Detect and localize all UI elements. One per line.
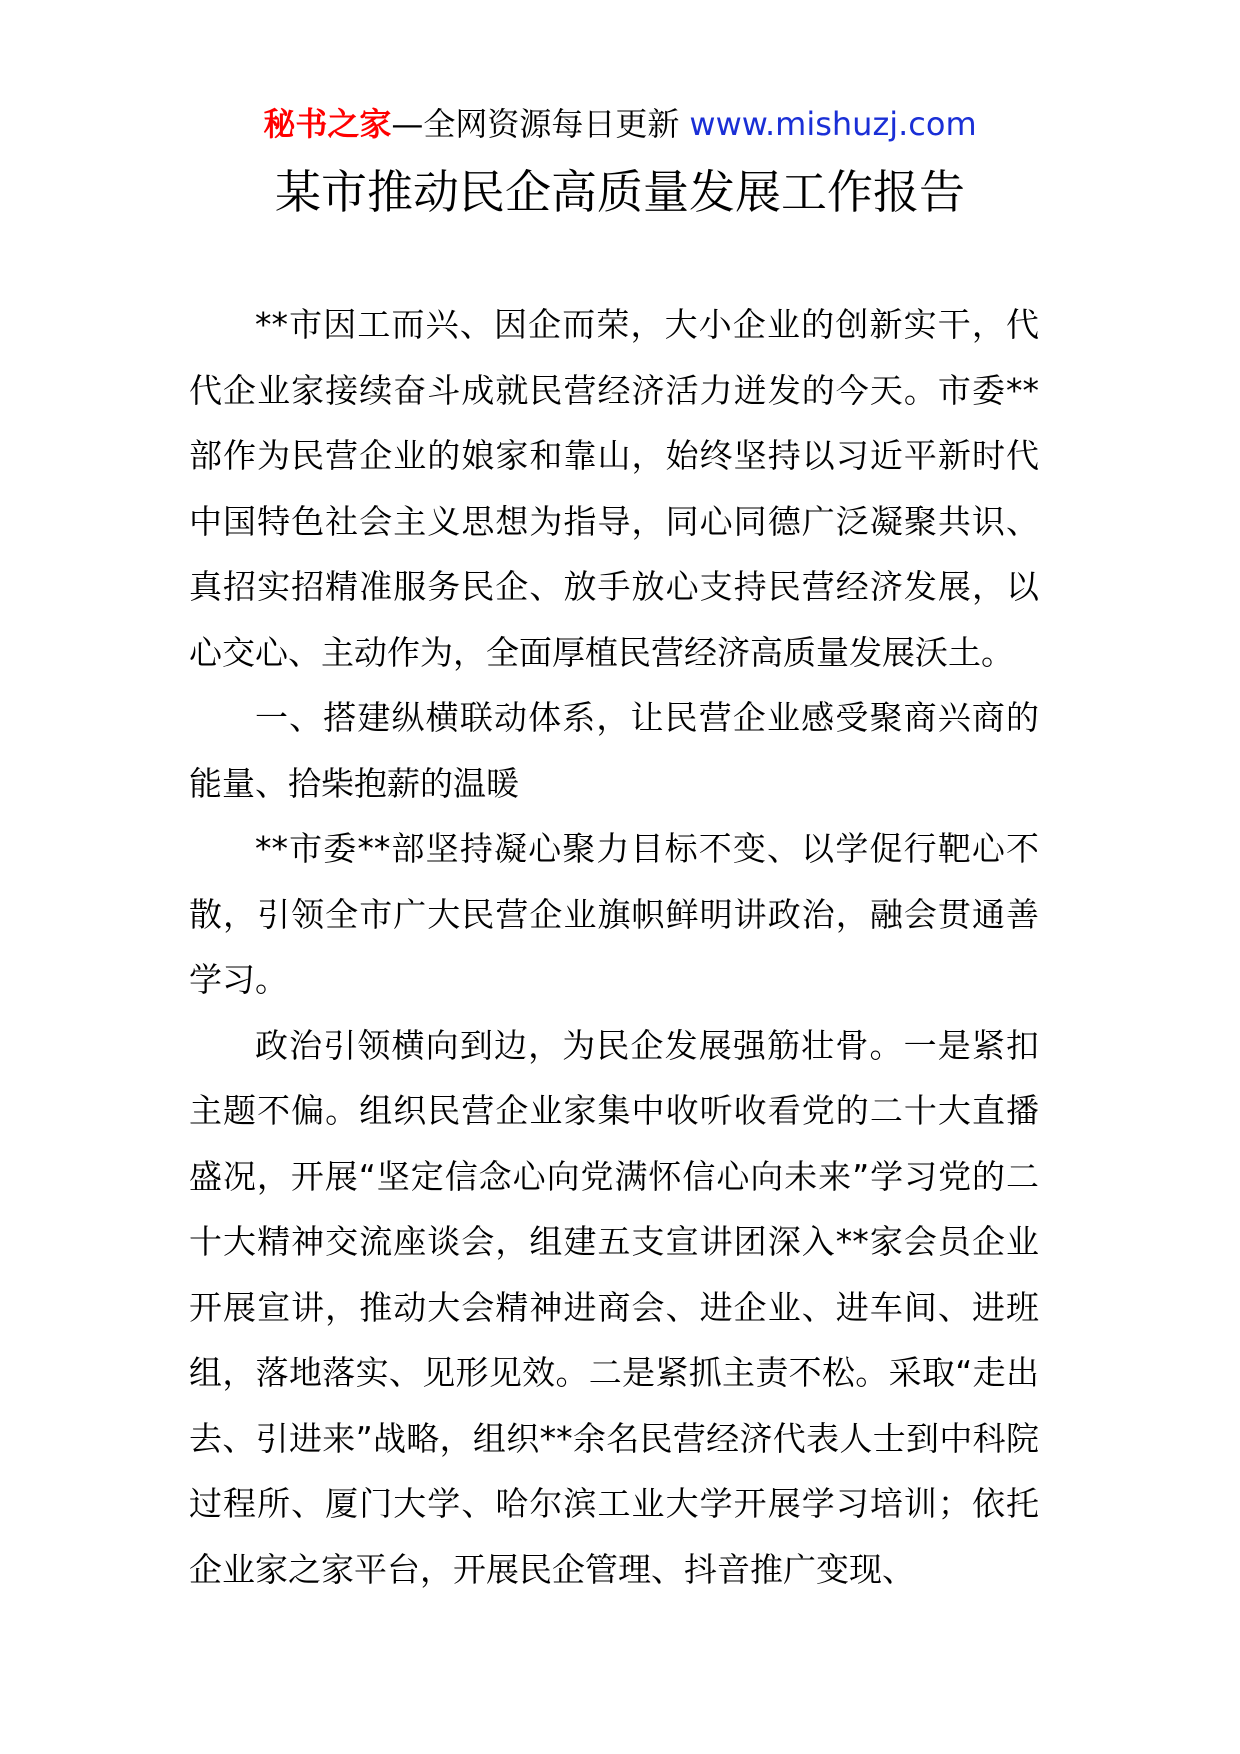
brand-name: 秘书之家 [263, 105, 392, 143]
paragraph-political-guidance: 政治引领横向到边，为民企发展强筋壮骨。一是紧扣主题不偏。组织民营企业家集中收听收看党的二十大直播盛况，开展“坚定信念心向党满怀信心向未来”学习党的二十大精神交流座谈会，组建五支宣讲团深入**家会员企业开展宣讲，推动大会精神进商会、进企业、进车间、进班组，落地落实、见形见效。二是紧抓主责不松。采取“走出去、引进来”战略，组织**余名民营经济代表人士到中科院过程所、厦门大学、哈尔滨工业大学开展学习培训；依托企业家之家平台，开展民企管理、抖音推广变现、 [189, 1025, 1039, 1589]
paragraph-intro: **市因工而兴、因企而荣，大小企业的创新实干，代代企业家接续奋斗成就民营经济活力迸发的今天。市委**部作为民营企业的娘家和靠山，始终坚持以习近平新时代中国特色社会主义思想为指导，同心同德广泛凝聚共识、真招实招精准服务民企、放手放心支持民营经济发展，以心交心、主动作为，全面厚植民营经济高质量发展沃土。 [189, 305, 1039, 672]
document-body [189, 292, 1039, 1602]
section-heading-1: 一、搭建纵横联动体系，让民营企业感受聚商兴商的能量、拾柴抱薪的温暖 [189, 698, 1039, 803]
document-title: 某市推动民企高质量发展工作报告 [275, 165, 965, 219]
paragraph-section-1-summary: **市委**部坚持凝心聚力目标不变、以学促行靶心不散，引领全市广大民营企业旗帜鲜明讲政治，融会贯通善学习。 [189, 829, 1039, 999]
site-url-link[interactable]: www.mishuzj.com [689, 105, 977, 143]
site-header [0, 102, 1240, 146]
header-tagline: —全网资源每日更新 [391, 105, 680, 143]
